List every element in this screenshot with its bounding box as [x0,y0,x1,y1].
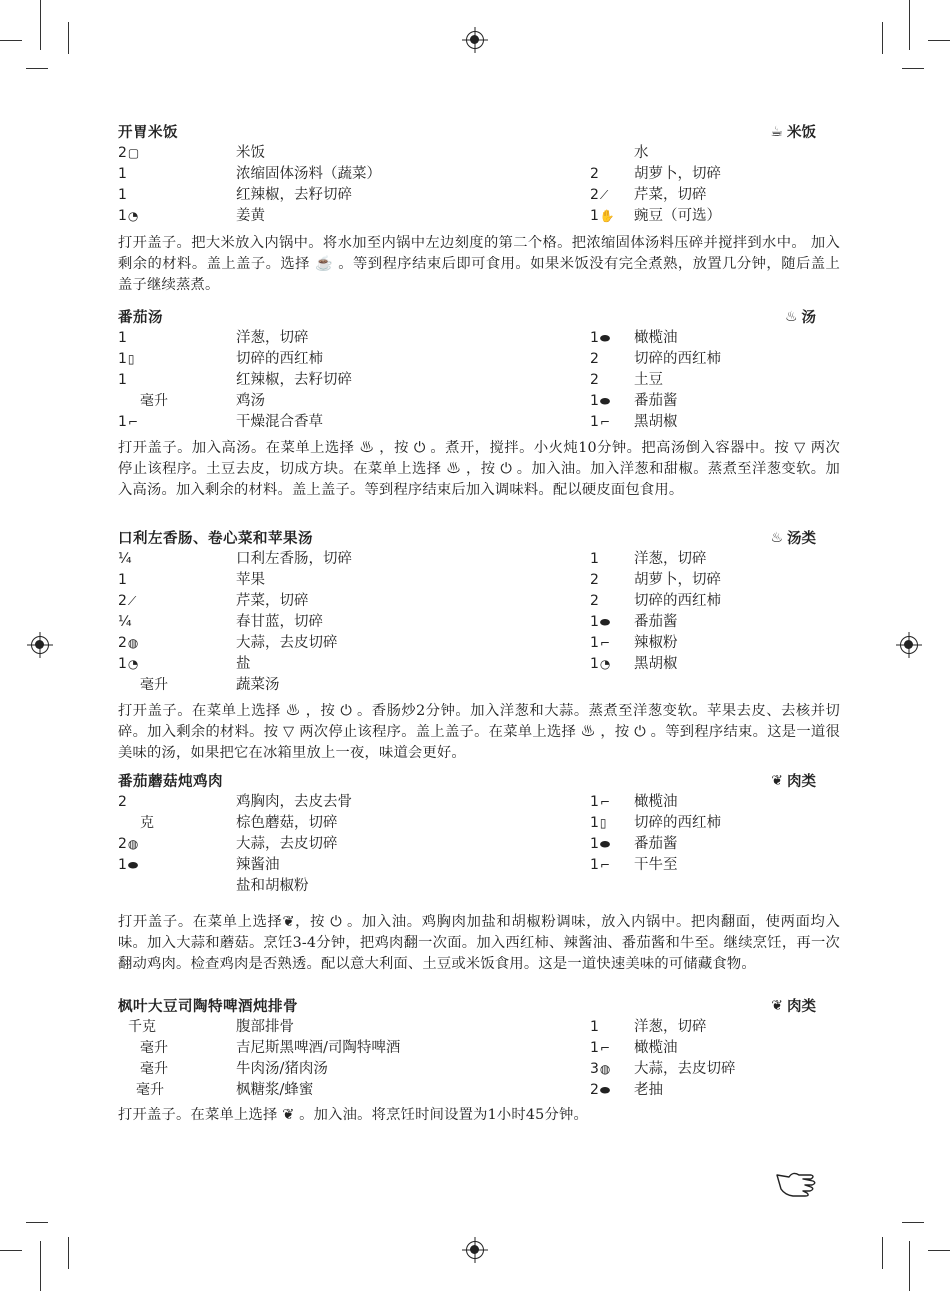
recipe-instructions: 打开盖子。把大米放入内锅中。将水加至内锅中左边刻度的第二个格。把浓缩固体汤料压碎并搅拌到水中。 加入剩余的材料。盖上盖子。选择 ☕ 。等到程序结束后即可食用。如果米饭没有完全煮熟，放置几分钟，随后盖上盖子继续蒸煮。 [118,235,840,293]
ingredient-list-left [118,792,558,897]
ingredient-row: 1⌐ 橄榄油 [590,1038,840,1059]
ingredient-row: 克 棕色蘑菇，切碎 [140,815,338,831]
ingredient-list-right [590,1017,840,1101]
pinch-icon: ◔ [127,656,139,671]
ingredient-row: 3◍ 大蒜，去皮切碎 [590,1059,840,1080]
page-turn-hand-icon [775,1165,819,1201]
ingredient-list-left [118,143,558,227]
stalk-icon: ⟋ [599,187,609,202]
ingredient-row: 1▯ 切碎的西红柿 [118,349,558,370]
ingredient-row: 1⬬ 橄榄油 [590,328,840,349]
crop-mark [68,22,69,54]
ingredient-row: 1⬬ 番茄酱 [590,834,840,855]
ingredient-row: 盐和胡椒粉 [236,878,309,894]
ingredient-list-right [590,143,840,227]
ingredient-row: 1 洋葱，切碎 [590,1019,707,1035]
stalk-icon: ⟋ [127,593,137,608]
ingredient-row: 1⌐ 橄榄油 [590,792,840,813]
ingredient-row: 1 苹果 [118,572,265,588]
ingredient-row: 2⟋ 芹菜，切碎 [118,591,558,612]
recipe-title: 番茄蘑菇炖鸡肉 [118,774,223,790]
ingredient-row: 1 红辣椒，去籽切碎 [118,372,352,388]
crop-mark [26,1222,48,1223]
ingredient-row: ¼ 口利左香肠，切碎 [118,551,352,567]
ingredient-row: 2◍ 大蒜，去皮切碎 [118,834,558,855]
crop-mark [909,1241,910,1291]
ingredient-row: 2◍ 大蒜，去皮切碎 [118,633,558,654]
ingredient-row: 水 [634,145,649,161]
crop-mark [40,0,41,50]
teaspoon-icon: ⌐ [599,635,610,650]
ingredient-row: 1⬬ 番茄酱 [590,612,840,633]
registration-mark-icon [466,31,484,49]
ingredient-list-left [118,328,558,433]
crop-mark [902,1222,924,1223]
can-icon: ▯ [127,351,135,366]
tablespoon-icon: ⬬ [599,1082,611,1097]
ingredient-row: 毫升 枫糖浆/蜂蜜 [136,1082,314,1098]
ingredient-list-right [590,549,840,675]
recipe-title: 番茄汤 [118,310,163,326]
recipe-instructions: 打开盖子。加入高汤。在菜单上选择 ♨ ，按 ⏻ 。煮开，搅拌。小火炖10分钟。把高汤倒入容器中。按 ▽ 两次停止该程序。土豆去皮，切成方块。在菜单上选择 ♨ ，按 ⏻ 。加入油。加入洋葱和甜椒。蒸煮至洋葱变软。加入高汤。加入剩余的材料。盖上盖子。等到程序结束后加入调味料。配以硬皮面包食用。 [118,440,840,498]
recipe-instructions: 打开盖子。在菜单上选择 ❦ 。加入油。将烹饪时间设置为1小时45分钟。 [118,1107,588,1123]
ingredient-row: 2 切碎的西红柿 [590,593,721,609]
tablespoon-icon: ⬬ [599,836,611,851]
crop-mark [928,40,950,41]
recipe-title: 枫叶大豆司陶特啤酒炖排骨 [118,999,298,1015]
crop-mark [26,68,48,69]
pinch-icon: ◔ [599,656,611,671]
teaspoon-icon: ◔ [127,208,139,223]
ingredient-row: 2 鸡胸肉，去皮去骨 [118,794,352,810]
category-text: 汤类 [787,531,816,547]
ingredient-row: 1◔ 黑胡椒 [590,654,840,675]
crop-mark [928,1250,950,1251]
crop-mark [882,1237,883,1269]
registration-mark-icon [900,636,918,654]
category-label [771,770,816,791]
category-text: 肉类 [787,774,816,790]
meat-icon: ❦ [771,997,783,1014]
teaspoon-icon: ⌐ [599,414,610,429]
ingredient-row: 2⬬ 老抽 [590,1080,840,1101]
crop-mark [909,0,910,50]
soup-icon: ♨ [784,308,798,325]
recipe-instructions: 打开盖子。在菜单上选择 ♨ ，按 ⏻ 。香肠炒2分钟。加入洋葱和大蒜。蒸煮至洋葱变软。苹果去皮、去核并切碎。加入剩余的材料。按 ▽ 两次停止该程序。盖上盖子。在菜单上选择 ♨ ，按 ⏻ 。等到程序结束。这是一道很美味的汤，如果把它在冰箱里放上一夜，味道会更好。 [118,703,840,761]
ingredient-row: 1⌐ 干燥混合香草 [118,412,558,433]
recipe-section [118,306,840,501]
handful-icon: ✋ [599,208,615,223]
category-label [785,306,816,327]
garlic-clove-icon: ◍ [127,635,139,650]
crop-mark [0,1250,22,1251]
ingredient-row: 1✋ 豌豆（可选） [590,206,840,227]
teaspoon-icon: ⌐ [127,414,138,429]
recipe-section [118,770,840,975]
ingredient-row: 毫升 鸡汤 [140,393,265,409]
teaspoon-icon: ⌐ [599,1040,610,1055]
ingredient-row: 1⬬ 番茄酱 [590,391,840,412]
garlic-clove-icon: ◍ [599,1061,611,1076]
teaspoon-icon: ⌐ [599,857,610,872]
ingredient-row: 毫升 牛肉汤/猪肉汤 [140,1061,328,1077]
ingredient-row: 1 洋葱，切碎 [118,330,309,346]
ingredient-row: 毫升 蔬菜汤 [140,677,280,693]
ingredient-row: 1◔ 姜黄 [118,206,558,227]
ingredient-row: 2 胡萝卜，切碎 [590,572,721,588]
registration-mark-icon [31,636,49,654]
tablespoon-icon: ⬬ [127,857,139,872]
ingredient-row: 千克 腹部排骨 [128,1019,294,1035]
recipe-instructions: 打开盖子。在菜单上选择❦，按 ⏻ 。加入油。鸡胸肉加盐和胡椒粉调味，放入内锅中。把肉翻面，使两面均入味。加入大蒜和蘑菇。烹饪3-4分钟，把鸡肉翻一次面。加入西红柿、辣酱油、番茄酱和牛至。继续烹饪，再一次翻动鸡肉。检查鸡肉是否熟透。配以意大利面、土豆或米饭食用。这是一道快速美味的可储藏食物。 [118,914,840,972]
category-label [770,121,816,142]
ingredient-row: 2 胡萝卜，切碎 [590,166,721,182]
recipe-section [118,995,840,1126]
can-icon: ▯ [599,815,607,830]
tablespoon-icon: ⬬ [599,330,611,345]
ingredient-row: 1⬬ 辣酱油 [118,855,558,876]
ingredient-row: 1⌐ 辣椒粉 [590,633,840,654]
recipe-title: 口利左香肠、卷心菜和苹果汤 [118,531,313,547]
ingredient-row: 1▯ 切碎的西红柿 [590,813,840,834]
ingredient-row: 2⟋ 芹菜，切碎 [590,185,840,206]
category-label [771,995,816,1016]
ingredient-list-left [118,1017,558,1101]
category-text: 米饭 [787,125,816,141]
garlic-clove-icon: ◍ [127,836,139,851]
ingredient-row: 1◔ 盐 [118,654,558,675]
soup-icon: ♨ [770,529,783,546]
category-text: 肉类 [787,999,816,1015]
teaspoon-icon: ⌐ [599,794,610,809]
recipe-section [118,121,840,296]
ingredient-row: 1 洋葱，切碎 [590,551,707,567]
recipe-title: 开胃米饭 [118,125,178,141]
crop-mark [0,40,22,41]
ingredient-row: 2▢ 米饭 [118,143,558,164]
rice-bowl-icon: ☕ [770,123,783,140]
ingredient-row: 1 红辣椒，去籽切碎 [118,187,352,203]
meat-icon: ❦ [771,772,783,789]
ingredient-row: 1⌐ 黑胡椒 [590,412,840,433]
ingredient-row: 1⌐ 干牛至 [590,855,840,876]
category-text: 汤 [801,310,816,326]
ingredient-list-right [590,792,840,876]
ingredient-row: 2 土豆 [590,372,663,388]
ingredient-row: 2 切碎的西红柿 [590,351,721,367]
ingredient-list-right [590,328,840,433]
cup-icon: ▢ [127,145,140,160]
crop-mark [40,1241,41,1291]
registration-mark-icon [466,1241,484,1259]
ingredient-row: 1 浓缩固体汤料（蔬菜） [118,166,381,182]
crop-mark [902,68,924,69]
ingredient-row: 毫升 吉尼斯黑啤酒/司陶特啤酒 [140,1040,401,1056]
category-label [770,527,816,548]
tablespoon-icon: ⬬ [599,614,611,629]
crop-mark [882,22,883,54]
crop-mark [68,1237,69,1269]
recipe-section [118,527,840,764]
tablespoon-icon: ⬬ [599,393,611,408]
ingredient-list-left [118,549,558,696]
ingredient-row: ¼ 春甘蓝，切碎 [118,614,323,630]
